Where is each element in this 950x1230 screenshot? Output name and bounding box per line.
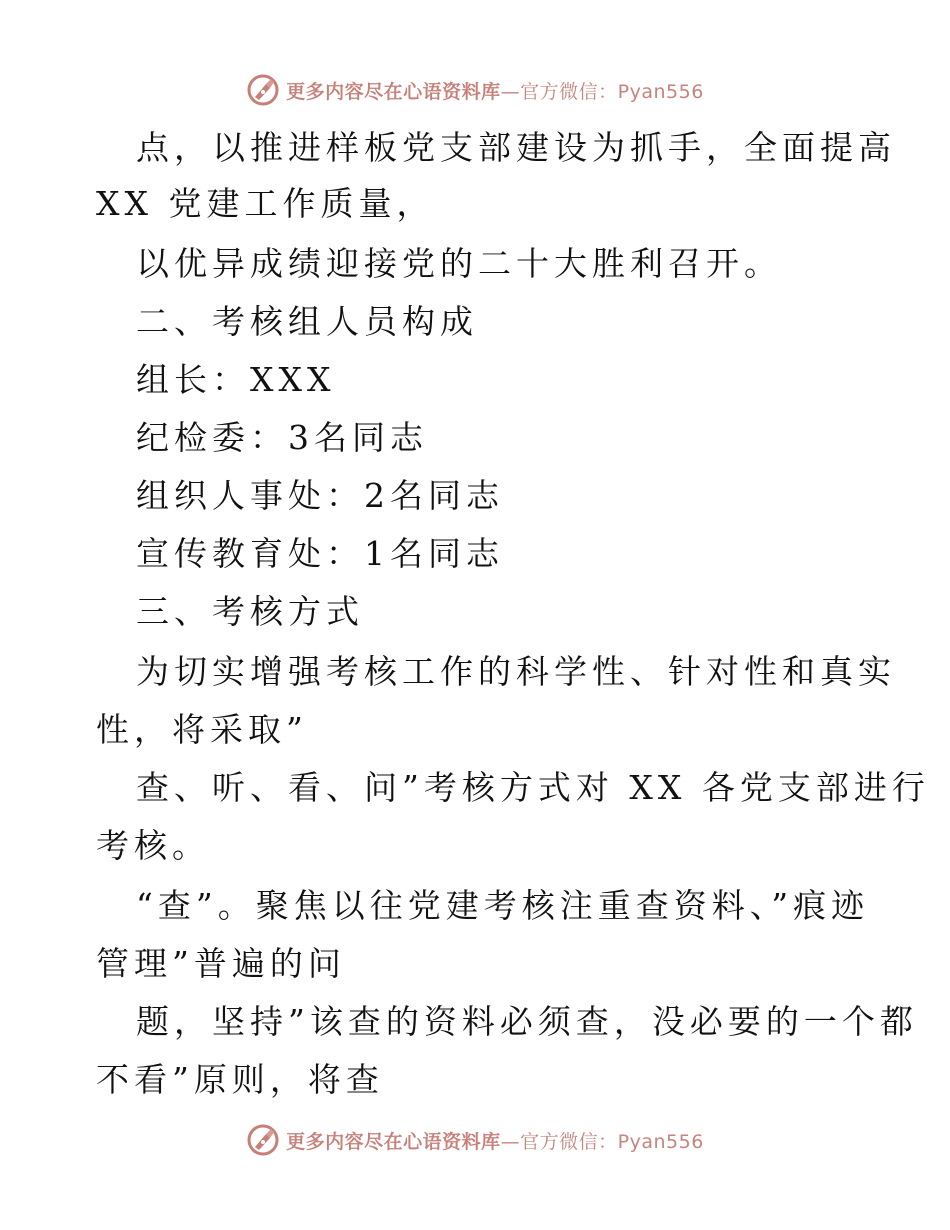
paragraph-line: 查、听、看、问”考核方式对 XX 各党支部进行 [136,768,930,807]
paragraph-line: 考核。 [96,826,210,865]
watermark-official-text: 官方微信：Pyan556 [520,80,704,103]
watermark-text [286,1127,704,1154]
watermark-content [246,73,704,107]
watermark-content [246,1123,704,1157]
paragraph-line: 点，以推进样板党支部建设为抓手，全面提高 [136,128,896,167]
section-heading: 三、考核方式 [136,592,364,631]
paragraph-line: 纪检委：3名同志 [136,418,428,457]
paragraph-line: 性，将采取” [96,710,308,749]
pen-nib-icon [246,1123,280,1157]
paragraph-line: 组长：XXX [136,360,336,399]
watermark-main-text: 更多内容尽在心语资料库 [286,1130,501,1153]
paragraph-line: 管理”普遍的问 [96,944,346,983]
paragraph-line: 组织人事处：2名同志 [136,476,504,515]
pen-nib-icon [246,73,280,107]
watermark-separator: — [500,1130,521,1153]
paragraph-line: XX 党建工作质量， [96,184,435,223]
watermark-main-text: 更多内容尽在心语资料库 [286,80,501,103]
footer-watermark-banner [0,1120,950,1160]
paragraph-line: 以优异成绩迎接党的二十大胜利召开。 [136,244,782,283]
paragraph-line: 宣传教育处：1名同志 [136,534,504,573]
watermark-separator: — [500,80,521,103]
paragraph-line: “查”。聚焦以往党建考核注重查资料、”痕迹 [136,886,870,925]
watermark-official-text: 官方微信：Pyan556 [520,1130,704,1153]
paragraph-line: 不看”原则，将查 [96,1060,384,1099]
paragraph-line: 题，坚持”该查的资料必须查，没必要的一个都 [136,1002,918,1041]
watermark-text [286,77,704,104]
paragraph-line: 为切实增强考核工作的科学性、针对性和真实 [136,652,896,691]
section-heading: 二、考核组人员构成 [136,302,478,341]
header-watermark-banner [0,70,950,110]
